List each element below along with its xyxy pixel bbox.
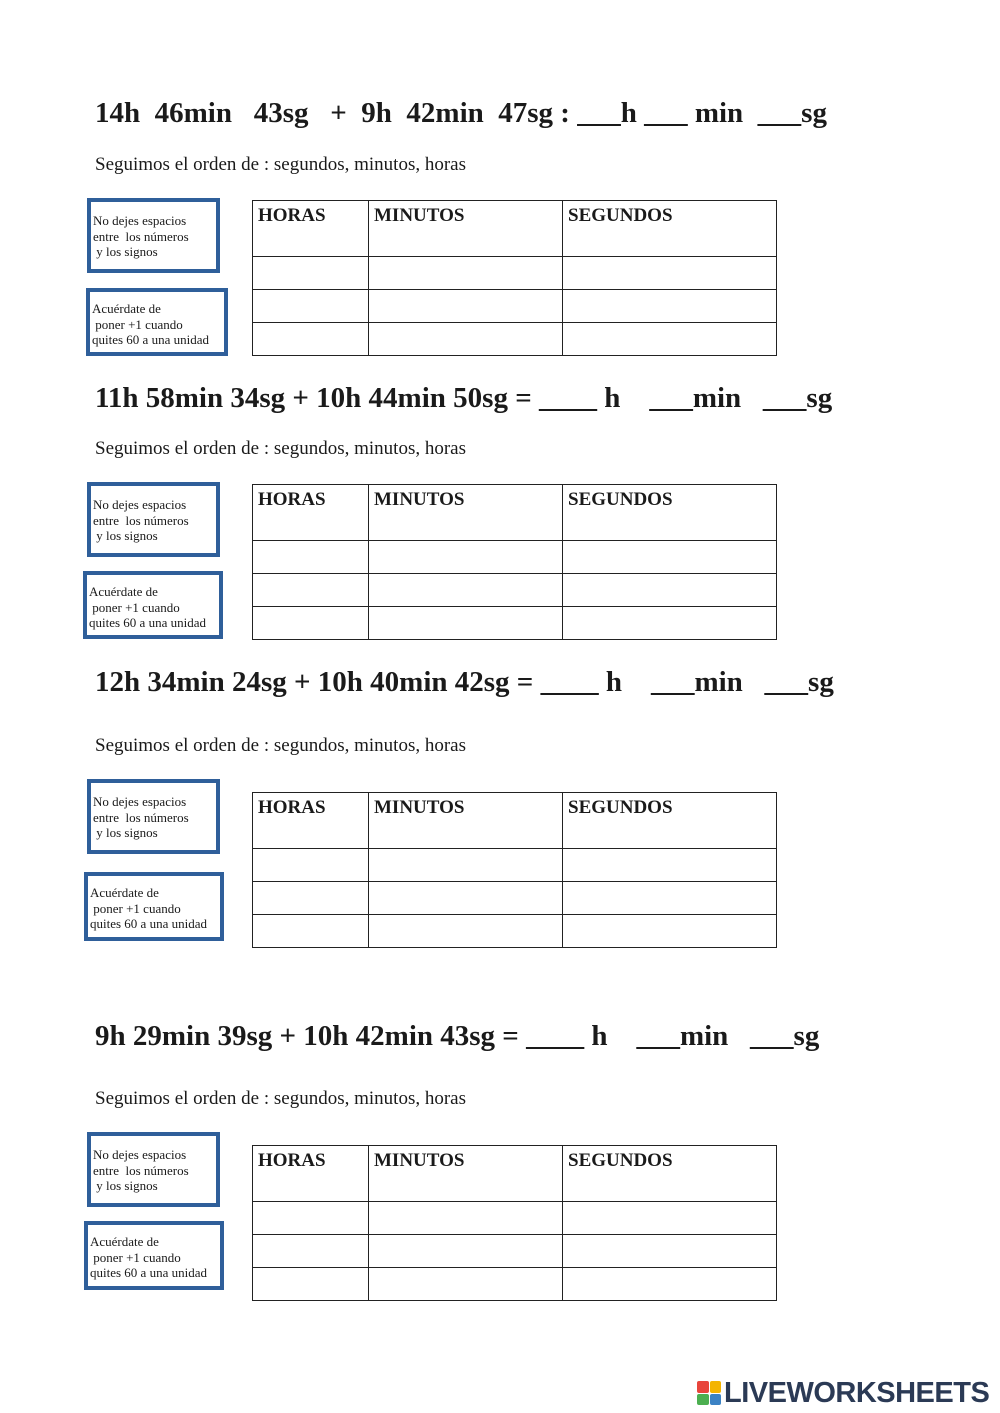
- column-header-hours: HORAS: [253, 201, 369, 257]
- table-row: [253, 915, 777, 948]
- logo-square-icon: [710, 1394, 722, 1406]
- answer-input[interactable]: [374, 1202, 557, 1234]
- answer-cell[interactable]: [253, 290, 369, 323]
- answer-cell[interactable]: [253, 1202, 369, 1235]
- answer-input[interactable]: [258, 323, 363, 355]
- answer-input[interactable]: [568, 1235, 771, 1267]
- column-header-seconds: SEGUNDOS: [563, 201, 777, 257]
- liveworksheets-logo-icon: [697, 1381, 721, 1405]
- answer-cell[interactable]: [369, 1235, 563, 1268]
- answer-input[interactable]: [568, 541, 771, 573]
- answer-input[interactable]: [568, 882, 771, 914]
- answer-cell[interactable]: [253, 849, 369, 882]
- column-header-minutes: MINUTOS: [369, 1146, 563, 1202]
- column-header-seconds: SEGUNDOS: [563, 793, 777, 849]
- reminder-box-carry: Acuérdate de poner +1 cuando quites 60 a una unidad: [84, 1221, 224, 1290]
- answer-input[interactable]: [374, 1235, 557, 1267]
- answer-input[interactable]: [258, 882, 363, 914]
- answer-input[interactable]: [568, 323, 771, 355]
- answer-cell[interactable]: [369, 882, 563, 915]
- answer-input[interactable]: [374, 882, 557, 914]
- answer-table: [252, 484, 777, 640]
- answer-cell[interactable]: [563, 574, 777, 607]
- answer-input[interactable]: [374, 541, 557, 573]
- logo-square-icon: [697, 1394, 709, 1406]
- reminder-box-spaces: No dejes espacios entre los números y los signos: [87, 1132, 220, 1207]
- answer-input[interactable]: [374, 849, 557, 881]
- answer-table: [252, 200, 777, 356]
- answer-cell[interactable]: [563, 1268, 777, 1301]
- answer-input[interactable]: [258, 607, 363, 639]
- answer-input[interactable]: [258, 257, 363, 289]
- column-header-minutes: MINUTOS: [369, 485, 563, 541]
- answer-cell[interactable]: [253, 1268, 369, 1301]
- table-row: [253, 849, 777, 882]
- answer-input[interactable]: [258, 290, 363, 322]
- reminder-box-carry: Acuérdate de poner +1 cuando quites 60 a una unidad: [84, 872, 224, 941]
- answer-input[interactable]: [258, 849, 363, 881]
- column-header-seconds: SEGUNDOS: [563, 485, 777, 541]
- answer-input[interactable]: [568, 1202, 771, 1234]
- answer-cell[interactable]: [369, 257, 563, 290]
- reminder-box-carry: Acuérdate de poner +1 cuando quites 60 a una unidad: [86, 288, 228, 356]
- answer-input[interactable]: [568, 574, 771, 606]
- answer-cell[interactable]: [563, 1202, 777, 1235]
- problem-instruction: Seguimos el orden de : segundos, minutos, horas: [95, 438, 466, 459]
- answer-input[interactable]: [568, 849, 771, 881]
- answer-cell[interactable]: [369, 323, 563, 356]
- column-header-minutes: MINUTOS: [369, 793, 563, 849]
- answer-cell[interactable]: [563, 882, 777, 915]
- answer-input[interactable]: [374, 1268, 557, 1300]
- answer-cell[interactable]: [563, 915, 777, 948]
- column-header-seconds: SEGUNDOS: [563, 1146, 777, 1202]
- column-header-minutes: MINUTOS: [369, 201, 563, 257]
- reminder-box-spaces: No dejes espacios entre los números y los signos: [87, 482, 220, 557]
- problem-equation: 9h 29min 39sg + 10h 42min 43sg = ____ h ___min ___sg: [95, 1020, 820, 1052]
- table-row: [253, 607, 777, 640]
- answer-input[interactable]: [374, 915, 557, 947]
- table-row: [253, 290, 777, 323]
- answer-cell[interactable]: [369, 290, 563, 323]
- answer-cell[interactable]: [563, 849, 777, 882]
- answer-cell[interactable]: [369, 607, 563, 640]
- answer-input[interactable]: [568, 290, 771, 322]
- answer-table: [252, 1145, 777, 1301]
- reminder-box-spaces: No dejes espacios entre los números y los signos: [87, 198, 220, 273]
- answer-input[interactable]: [258, 1235, 363, 1267]
- problem-equation: 14h 46min 43sg + 9h 42min 47sg : ___h ___ min ___sg: [95, 97, 827, 129]
- answer-cell[interactable]: [253, 607, 369, 640]
- answer-input[interactable]: [258, 915, 363, 947]
- table-row: [253, 541, 777, 574]
- answer-cell[interactable]: [369, 849, 563, 882]
- liveworksheets-logo: [697, 1376, 989, 1410]
- answer-input[interactable]: [568, 257, 771, 289]
- answer-input[interactable]: [568, 1268, 771, 1300]
- problem-equation: 12h 34min 24sg + 10h 40min 42sg = ____ h ___min ___sg: [95, 666, 834, 698]
- problem-equation: 11h 58min 34sg + 10h 44min 50sg = ____ h ___min ___sg: [95, 382, 833, 414]
- column-header-hours: HORAS: [253, 1146, 369, 1202]
- answer-cell[interactable]: [563, 541, 777, 574]
- problem-instruction: Seguimos el orden de : segundos, minutos, horas: [95, 735, 466, 756]
- answer-cell[interactable]: [253, 574, 369, 607]
- answer-cell[interactable]: [563, 257, 777, 290]
- answer-input[interactable]: [258, 574, 363, 606]
- answer-input[interactable]: [568, 607, 771, 639]
- answer-input[interactable]: [374, 574, 557, 606]
- answer-cell[interactable]: [253, 323, 369, 356]
- answer-input[interactable]: [258, 541, 363, 573]
- answer-cell[interactable]: [563, 607, 777, 640]
- answer-cell[interactable]: [253, 915, 369, 948]
- column-header-hours: HORAS: [253, 793, 369, 849]
- table-row: [253, 882, 777, 915]
- table-row: [253, 574, 777, 607]
- answer-table: [252, 792, 777, 948]
- answer-cell[interactable]: [369, 1202, 563, 1235]
- answer-cell[interactable]: [253, 257, 369, 290]
- answer-cell[interactable]: [253, 882, 369, 915]
- answer-cell[interactable]: [253, 541, 369, 574]
- answer-cell[interactable]: [563, 1235, 777, 1268]
- table-row: [253, 257, 777, 290]
- answer-cell[interactable]: [369, 1268, 563, 1301]
- answer-input[interactable]: [258, 1202, 363, 1234]
- answer-input[interactable]: [374, 257, 557, 289]
- answer-input[interactable]: [568, 915, 771, 947]
- answer-cell[interactable]: [253, 1235, 369, 1268]
- table-row: [253, 323, 777, 356]
- brand-name: LIVEWORKSHEETS: [724, 1376, 990, 1409]
- reminder-box-spaces: No dejes espacios entre los números y los signos: [87, 779, 220, 854]
- reminder-box-carry: Acuérdate de poner +1 cuando quites 60 a una unidad: [83, 571, 223, 639]
- column-header-hours: HORAS: [253, 485, 369, 541]
- answer-cell[interactable]: [369, 915, 563, 948]
- answer-input[interactable]: [258, 1268, 363, 1300]
- problem-instruction: Seguimos el orden de : segundos, minutos, horas: [95, 1088, 466, 1109]
- table-row: [253, 1235, 777, 1268]
- logo-square-icon: [710, 1381, 722, 1393]
- answer-input[interactable]: [374, 290, 557, 322]
- answer-input[interactable]: [374, 607, 557, 639]
- answer-cell[interactable]: [563, 323, 777, 356]
- table-row: [253, 1202, 777, 1235]
- table-row: [253, 1268, 777, 1301]
- answer-cell[interactable]: [369, 541, 563, 574]
- answer-cell[interactable]: [563, 290, 777, 323]
- logo-square-icon: [697, 1381, 709, 1393]
- answer-cell[interactable]: [369, 574, 563, 607]
- problem-instruction: Seguimos el orden de : segundos, minutos, horas: [95, 154, 466, 175]
- answer-input[interactable]: [374, 323, 557, 355]
